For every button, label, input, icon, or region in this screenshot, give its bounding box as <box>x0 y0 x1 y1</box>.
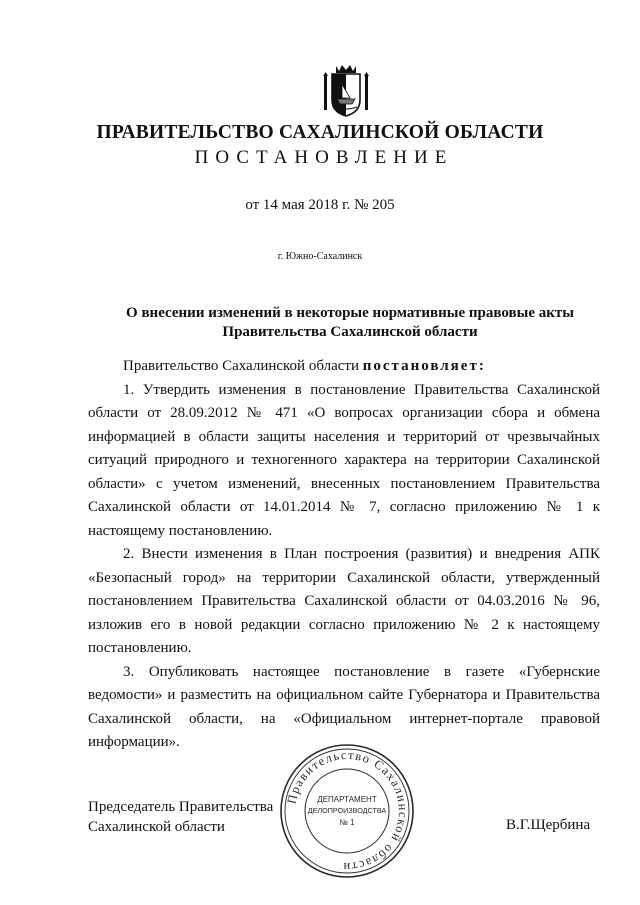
item-3-paragraph: 3. Опубликовать настоящее постановление в газете «Губернские ведомости» и разместить на официальном сайте Губернатора и Правительства Сахалинской области, на «Официальном интернет-портале правовой информации». <box>88 663 600 750</box>
signatory-position-line-1: Председатель Правительства <box>88 799 274 815</box>
intro-prefix: Правительство Сахалинской области <box>123 358 363 374</box>
intro-resolves: постановляет: <box>362 358 486 374</box>
subject-line-2: Правительства Сахалинской области <box>222 324 478 340</box>
stamp-center-line-3: № 1 <box>339 818 355 827</box>
stamp-center-line-1: ДЕПАРТАМЕНТ <box>317 795 377 804</box>
document-date-number: от 14 мая 2018 г. № 205 <box>245 197 395 213</box>
official-stamp <box>278 742 416 880</box>
document-body <box>88 355 600 755</box>
government-title: ПРАВИТЕЛЬСТВО САХАЛИНСКОЙ ОБЛАСТИ <box>96 122 544 143</box>
coat-of-arms-icon <box>322 62 370 118</box>
item-1-paragraph: 1. Утвердить изменения в постановление Правительства Сахалинской области от 28.09.2012 № 471 «О вопросах организации сбора и обмена информацией в области защиты населения и территорий от чрезвычайных ситуаций природного и техногенного характера на территории Сахалинской области» с учетом изменений, внесенных постановлением Правительства Сахалинской области от 14.01.2014 № 7, согласно приложению № 1 к настоящему постановлению. <box>88 381 600 539</box>
signatory-position-line-2: Сахалинской области <box>88 819 225 835</box>
stamp-ring-text: Правительство Сахалинской области <box>284 747 411 875</box>
stamp-center-line-2: ДЕЛОПРОИЗВОДСТВА <box>307 806 387 815</box>
item-2-paragraph: 2. Внести изменения в План построения (развития) и внедрения АПК «Безопасный город» на территории Сахалинской области, утвержденный постановлением Правительства Сахалинской области от 04.03.2016 № 96, изложив его в новой редакции согласно приложению № 2 к настоящему постановлению. <box>88 546 600 656</box>
signatory-name: В.Г.Щербина <box>506 817 591 833</box>
subject-line-1: О внесении изменений в некоторые нормативные правовые акты <box>126 305 574 321</box>
signatory-position <box>88 797 273 837</box>
document-place: г. Южно-Сахалинск <box>277 251 363 262</box>
document-type: ПОСТАНОВЛЕНИЕ <box>194 147 454 168</box>
intro-paragraph <box>88 355 600 379</box>
document-subject <box>92 304 608 342</box>
